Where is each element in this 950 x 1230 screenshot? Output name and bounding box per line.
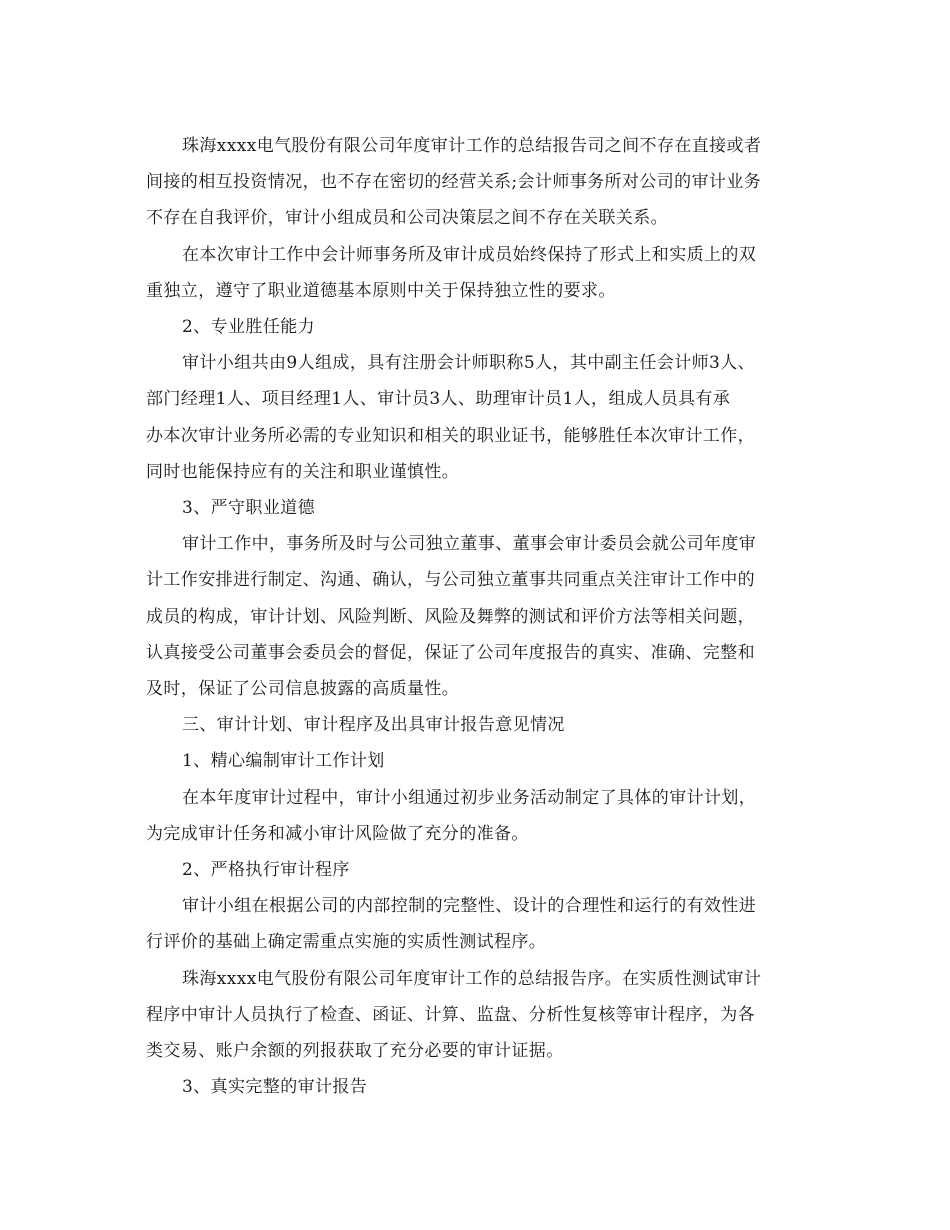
text-line: 1、精心编制审计工作计划 [182,751,385,772]
paragraph [146,128,806,237]
text-line: 成员的构成，审计计划、风险判断、风险及舞弊的测试和评价方法等相关问题， [146,606,755,627]
text-line: 及时，保证了公司信息披露的高质量性。 [146,679,460,700]
text-line: 审计工作中，事务所及时与公司独立董事、董事会审计委员会就公司年度审 [182,534,757,555]
paragraph [146,961,806,1070]
text-line: 不存在自我评价，审计小组成员和公司决策层之间不存在关联关系。 [146,208,668,229]
text-line: 部门经理1人、项目经理1人、审计员3人、助理审计员1人，组成人员具有承 [146,389,731,410]
text-line: 三、审计计划、审计程序及出具审计报告意见情况 [182,715,565,736]
text-line: 2、专业胜任能力 [182,317,316,338]
text-line: 同时也能保持应有的关注和职业谨慎性。 [146,461,460,482]
paragraph [146,743,806,779]
text-line: 计工作安排进行制定、沟通、确认，与公司独立董事共同重点关注审计工作中的 [146,570,755,591]
paragraph [146,345,806,490]
text-line: 珠海xxxx电气股份有限公司年度审计工作的总结报告序。在实质性测试审计 [182,968,762,989]
paragraph [146,707,806,743]
text-line: 在本年度审计过程中，审计小组通过初步业务活动制定了具体的审计计划， [182,787,757,808]
paragraph [146,1069,806,1105]
text-line: 程序中审计人员执行了检查、函证、计算、监盘、分析性复核等审计程序，为各 [146,1004,755,1025]
paragraph [146,237,806,309]
text-line: 重独立，遵守了职业道德基本原则中关于保持独立性的要求。 [146,280,616,301]
text-line: 2、严格执行审计程序 [182,860,350,881]
text-line: 3、严守职业道德 [182,498,316,519]
paragraph [146,780,806,852]
text-line: 类交易、账户余额的列报获取了充分必要的审计证据。 [146,1041,564,1062]
paragraph [146,490,806,526]
text-line: 为完成审计任务和减小审计风险做了充分的准备。 [146,823,529,844]
text-line: 办本次审计业务所必需的专业知识和相关的职业证书，能够胜任本次审计工作， [146,425,755,446]
text-line: 3、真实完整的审计报告 [182,1077,368,1098]
text-line: 审计小组在根据公司的内部控制的完整性、设计的合理性和运行的有效性进 [182,896,757,917]
document-body [146,128,806,1105]
paragraph [146,852,806,888]
text-line: 认真接受公司董事会委员会的督促，保证了公司年度报告的真实、准确、完整和 [146,642,755,663]
text-line: 审计小组共由9人组成，具有注册会计师职称5人，其中副主任会计师3人、 [182,353,756,374]
text-line: 珠海xxxx电气股份有限公司年度审计工作的总结报告司之间不存在直接或者 [182,136,762,156]
text-line: 行评价的基础上确定需重点实施的实质性测试程序。 [146,932,547,953]
paragraph [146,526,806,707]
paragraph [146,888,806,960]
paragraph [146,309,806,345]
text-line: 在本次审计工作中会计师事务所及审计成员始终保持了形式上和实质上的双 [182,244,757,265]
text-line: 间接的相互投资情况，也不存在密切的经营关系;会计师事务所对公司的审计业务 [146,172,762,193]
